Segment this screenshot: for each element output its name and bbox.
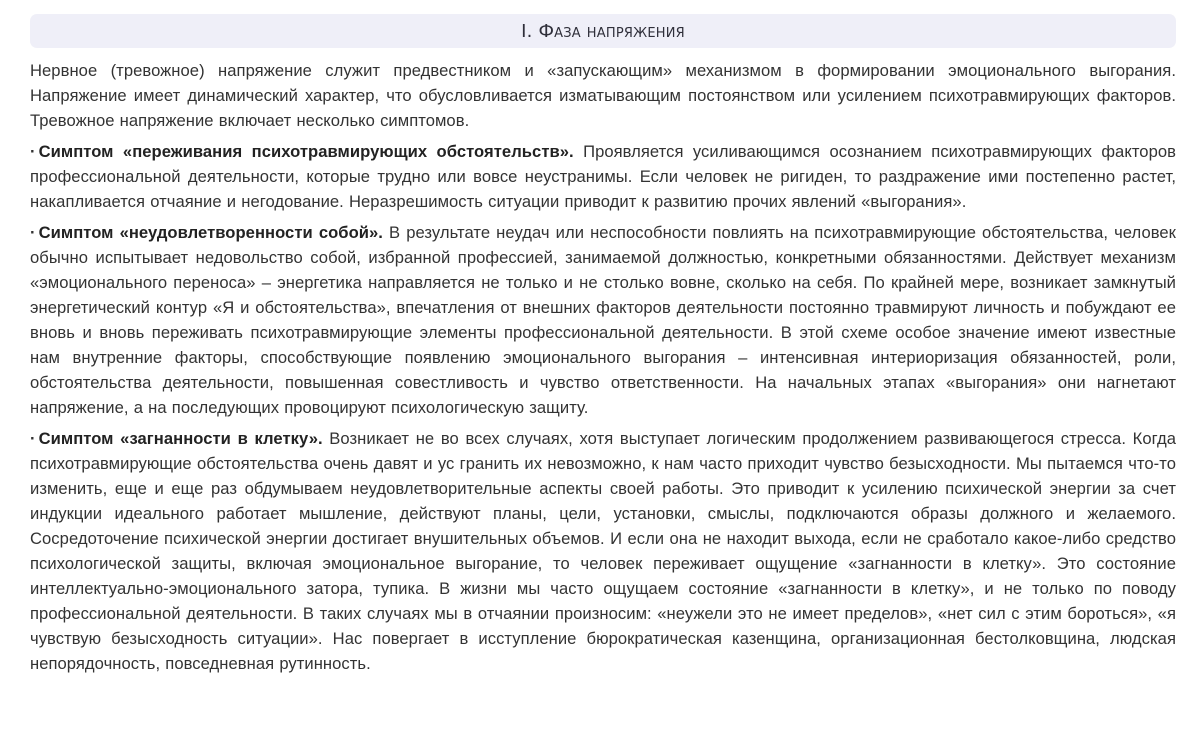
document-page (30, 14, 1176, 682)
section-title: I. Фаза напряжения (521, 20, 685, 42)
symptom-paragraph-2 (30, 220, 1176, 420)
symptom-text: В результате неудач или неспособности повлиять на психотравмирующие обстоятельства, человек обычно испытывает недовольство собой, избранной профессией, занимаемой должностью, конкретными обязанностями. Действует механизм «эмоционального переноса» – энергетика направляется не только и не столько вовне, сколько на себя. По крайней мере, возникает замкнутый энергетический контур «Я и обстоятельства», впечатления от внешних факторов деятельности постоянно травмируют личность и побуждают ее вновь и вновь переживать психотравмирующие элементы профессиональной деятельности. В этой схеме особое значение имеют известные нам внутренние факторы, способствующие появлению эмоционального выгорания – интенсивная интериоризация обязанностей, роли, обстоятельства деятельности, повышенная совестливость и чувство ответственности. На начальных этапах «выгорания» они нагнетают напряжение, а на последующих провоцируют психологическую защиту. (30, 223, 1176, 417)
bullet-icon: · (30, 429, 36, 448)
symptom-title: Симптом «загнанности в клетку». (38, 429, 323, 448)
symptom-text: Возникает не во всех случаях, хотя выступает логическим продолжением развивающегося стресса. Когда психотравмирующие обстоятельства очень давят и ус гранить их невозможно, к нам часто приходит чувство безысходности. Мы пытаемся что-то изменить, еще и еще раз обдумываем неудовлетворительные аспекты своей работы. Это приводит к усилению психической энергии за счет индукции идеального работает мышление, действуют планы, цели, установки, смыслы, подключаются образы должного и желаемого. Сосредоточение психической энергии достигает внушительных объемов. И если она не находит выхода, если не сработало какое-либо средство психологической защиты, включая эмоциональное выгорание, то человек переживает ощущение «загнанности в клетку». Это состояние интеллектуально-эмоционального затора, тупика. В жизни мы часто ощущаем состояние «загнанности в клетку», и не только по поводу профессиональной деятельности. В таких случаях мы в отчаянии произносим: «неужели это не имеет пределов», «нет сил с этим бороться», «я чувствую безысходность ситуации». Нас повергает в исступление бюрократическая казенщина, организационная бестолковщина, людская непорядочность, повседневная рутинность. (30, 429, 1176, 673)
symptom-title: Симптом «переживания психотравмирующих обстоятельств». (38, 142, 574, 161)
symptom-text: Проявляется усиливающимся осознанием психотравмирующих факторов профессиональной деятельности, которые трудно или вовсе неустранимы. Если человек не ригиден, то раздражение ими постепенно растет, накапливается отчаяние и негодование. Неразрешимость ситуации приводит к развитию прочих явлений «выгорания». (30, 142, 1176, 211)
document-content (30, 58, 1176, 676)
symptom-title: Симптом «неудовлетворенности собой». (38, 223, 383, 242)
bullet-icon: · (30, 223, 36, 242)
intro-paragraph: Нервное (тревожное) напряжение служит предвестником и «запускающим» механизмом в формировании эмоционального выгорания. Напряжение имеет динамический характер, что обусловливается изматывающим постоянством или усилением психотравмирующих факторов. Тревожное напряжение включает несколько симптомов. (30, 61, 1176, 130)
symptom-paragraph-3 (30, 426, 1176, 676)
symptom-paragraph-1 (30, 139, 1176, 214)
bullet-icon: · (30, 142, 36, 161)
section-header (30, 14, 1176, 48)
